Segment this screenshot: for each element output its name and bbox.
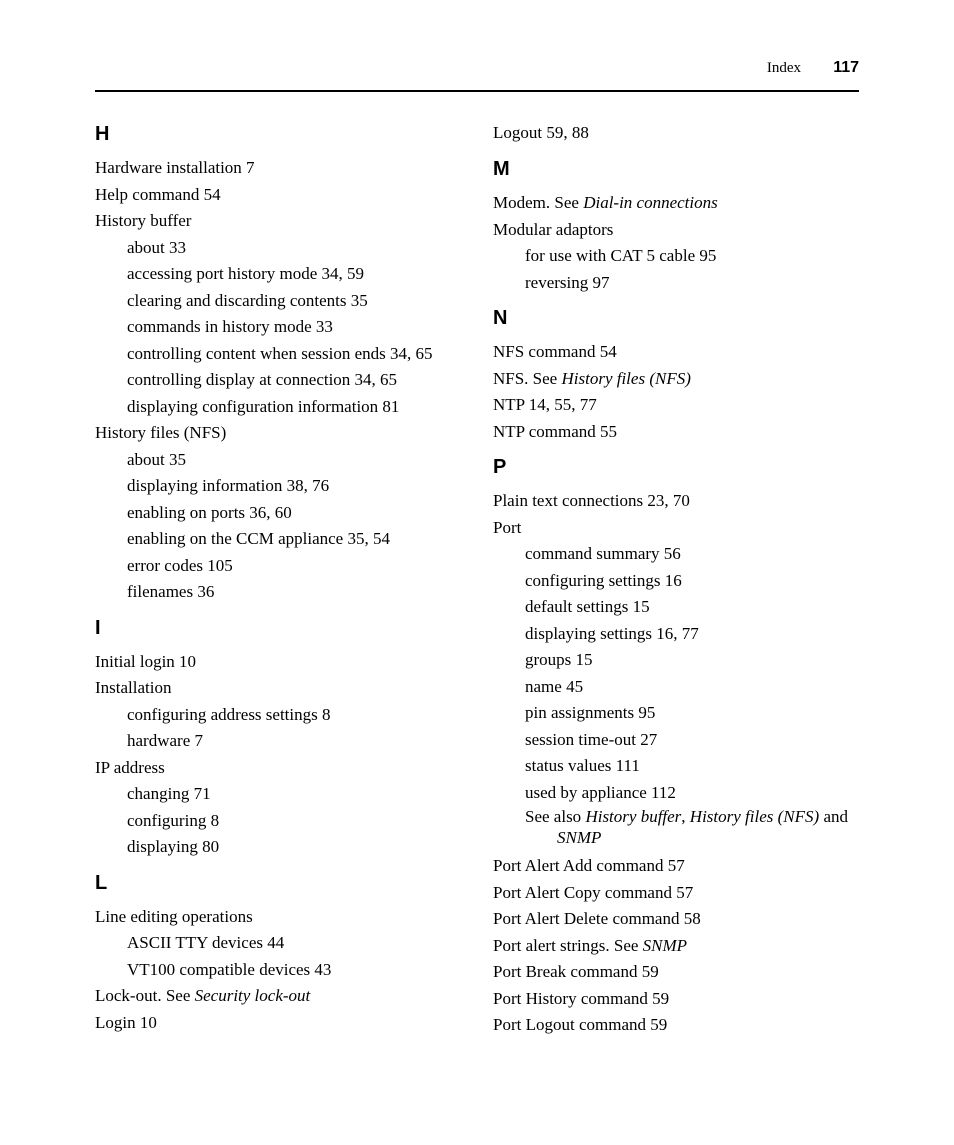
index-subentry: controlling display at connection 34, 65 bbox=[127, 370, 398, 389]
index-subentry: commands in history mode 33 bbox=[127, 317, 333, 336]
index-entry: Port Alert Copy command 57 bbox=[493, 882, 694, 902]
index-letter-m: M bbox=[493, 158, 510, 180]
cross-reference: History files (NFS) bbox=[689, 807, 820, 826]
index-entry: History files (NFS) bbox=[95, 423, 227, 442]
index-subentry: groups 15 bbox=[525, 650, 593, 669]
cross-reference: SNMP bbox=[642, 935, 688, 955]
index-subentry: configuring settings 16 bbox=[525, 570, 682, 590]
index-column-left bbox=[95, 120, 475, 1036]
index-subentry: command summary 56 bbox=[525, 544, 681, 563]
index-subentry: displaying 80 bbox=[127, 837, 220, 856]
conjunction-text: and bbox=[819, 807, 848, 826]
index-entry: Hardware installation 7 bbox=[95, 158, 255, 177]
index-subentry: controlling content when session ends 34, 65 bbox=[127, 343, 433, 363]
index-subentry: enabling on ports 36, 60 bbox=[127, 502, 292, 522]
index-entry: Modular adaptors bbox=[493, 219, 614, 239]
index-subentry: about 33 bbox=[127, 237, 187, 257]
index-entry-see bbox=[493, 933, 873, 960]
index-subentry: accessing port history mode 34, 59 bbox=[127, 264, 365, 283]
index-entry: NFS command 54 bbox=[493, 342, 617, 361]
running-header bbox=[95, 58, 859, 92]
index-subentry: for use with CAT 5 cable 95 bbox=[525, 246, 717, 265]
index-letter-i: I bbox=[95, 616, 101, 639]
index-entry: Logout 59, 88 bbox=[493, 123, 589, 142]
index-subentry: hardware 7 bbox=[127, 731, 203, 750]
index-letter-p: P bbox=[493, 456, 507, 478]
index-subentry: changing 71 bbox=[127, 784, 211, 803]
index-entry: Port Alert Delete command 58 bbox=[493, 909, 701, 928]
index-entry: Port Alert Add command 57 bbox=[493, 856, 685, 875]
index-subentry: default settings 15 bbox=[525, 597, 650, 616]
index-subentry-see-also bbox=[493, 806, 873, 848]
see-text: See also bbox=[525, 807, 586, 826]
cross-reference: History files (NFS) bbox=[561, 368, 691, 388]
index-subentry: displaying configuration information 81 bbox=[127, 396, 400, 416]
cross-reference: SNMP bbox=[557, 828, 602, 847]
index-subentry: status values 111 bbox=[525, 756, 640, 775]
index-letter-n: N bbox=[493, 307, 508, 329]
index-entry: Login 10 bbox=[95, 1012, 157, 1032]
cross-reference: History buffer bbox=[585, 807, 682, 826]
index-column-right bbox=[493, 120, 873, 1039]
index-entry: Help command 54 bbox=[95, 184, 221, 204]
index-entry: Port Break command 59 bbox=[493, 962, 659, 981]
index-subentry: name 45 bbox=[525, 676, 584, 696]
see-text: Modem. See bbox=[493, 193, 584, 212]
index-subentry: configuring 8 bbox=[127, 810, 220, 830]
index-subentry: ASCII TTY devices 44 bbox=[127, 933, 285, 952]
index-entry: NTP 14, 55, 77 bbox=[493, 395, 597, 414]
index-subentry: displaying settings 16, 77 bbox=[525, 623, 699, 643]
index-subentry: session time-out 27 bbox=[525, 729, 658, 749]
see-text: NFS. See bbox=[493, 368, 562, 388]
index-subentry: pin assignments 95 bbox=[525, 703, 656, 722]
index-entry: Port History command 59 bbox=[493, 988, 670, 1008]
index-entry: Line editing operations bbox=[95, 906, 253, 926]
index-subentry: VT100 compatible devices 43 bbox=[127, 959, 332, 979]
index-entry: Port bbox=[493, 517, 522, 537]
see-text: Port alert strings. See bbox=[493, 935, 643, 955]
index-entry: Port Logout command 59 bbox=[493, 1015, 668, 1034]
index-subentry: filenames 36 bbox=[127, 582, 215, 601]
index-entry: NTP command 55 bbox=[493, 421, 618, 441]
index-entry: History buffer bbox=[95, 211, 192, 230]
index-letter-l: L bbox=[95, 871, 108, 894]
index-subentry: configuring address settings 8 bbox=[127, 704, 331, 724]
cross-reference: Dial-in connections bbox=[583, 193, 718, 212]
index-entry: Initial login 10 bbox=[95, 651, 197, 671]
index-subentry: reversing 97 bbox=[525, 272, 610, 292]
index-entry: Plain text connections 23, 70 bbox=[493, 491, 690, 510]
index-entry-see bbox=[95, 983, 475, 1010]
index-entry: IP address bbox=[95, 757, 165, 777]
index-subentry: enabling on the CCM appliance 35, 54 bbox=[127, 529, 390, 548]
index-subentry: used by appliance 112 bbox=[525, 782, 676, 802]
index-entry: Installation bbox=[95, 678, 172, 697]
section-title: Index bbox=[766, 60, 801, 76]
index-entry-see bbox=[493, 190, 873, 217]
index-subentry: displaying information 38, 76 bbox=[127, 476, 330, 495]
see-text: Lock-out. See bbox=[95, 986, 195, 1005]
index-letter-h: H bbox=[95, 123, 110, 145]
page-number: 117 bbox=[833, 59, 859, 76]
index-entry-see bbox=[493, 366, 873, 393]
index-subentry: about 35 bbox=[127, 449, 187, 469]
separator-text: , bbox=[681, 807, 690, 826]
cross-reference: Security lock-out bbox=[194, 986, 311, 1005]
index-subentry: clearing and discarding contents 35 bbox=[127, 290, 368, 310]
index-subentry: error codes 105 bbox=[127, 555, 233, 575]
